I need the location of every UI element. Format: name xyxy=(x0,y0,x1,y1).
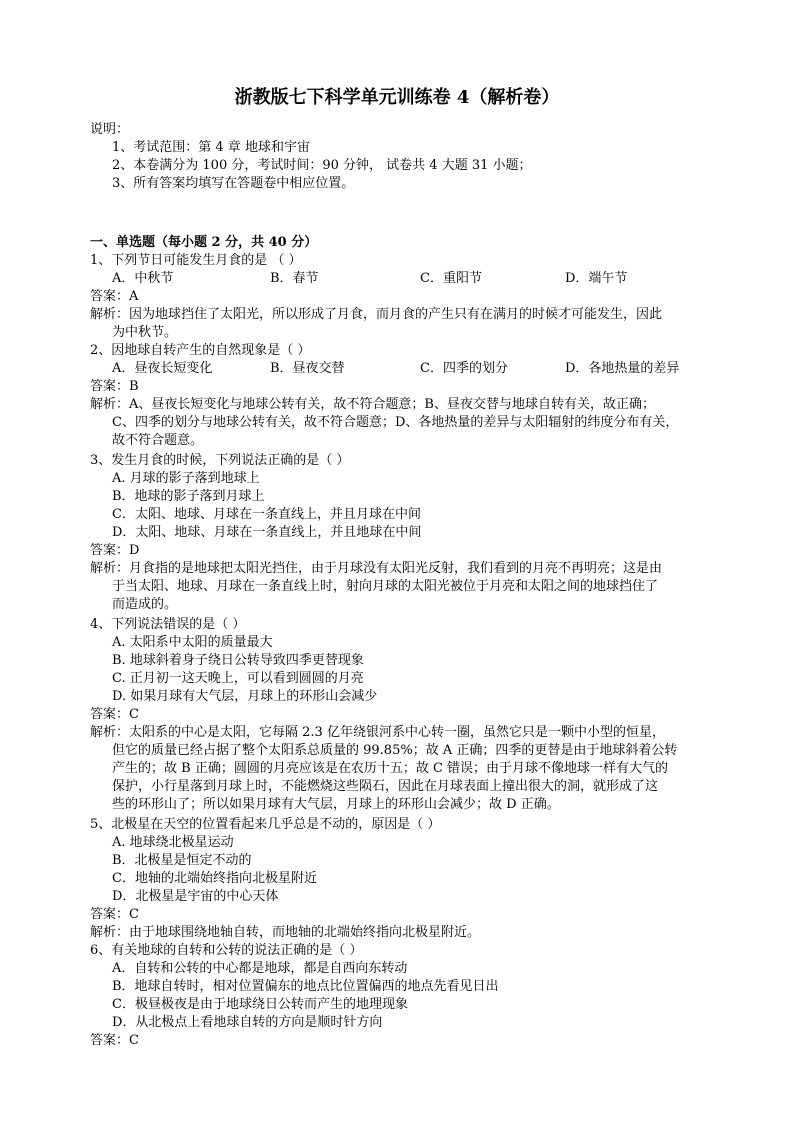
option: D. 如果月球有大气层，月球上的环形山会减少 xyxy=(112,689,378,704)
option: D．北极星是宇宙的中心天体 xyxy=(112,889,279,904)
option: C．太阳、地球、月球在一条直线上，并且月球在中间 xyxy=(112,507,421,522)
question-stem: 6、有关地球的自转和公转的说法正确的是（ ） xyxy=(90,943,363,958)
analysis-line: 故不符合题意。 xyxy=(112,433,204,448)
notes-item: 3、所有答案均填写在答题卷中相应位置。 xyxy=(112,176,355,191)
answer: 答案：B xyxy=(90,379,139,394)
option: A．昼夜长短变化 xyxy=(112,361,213,376)
analysis-line: 而造成的。 xyxy=(112,597,178,612)
option: D．太阳、地球、月球在一条直线上，并且地球在中间 xyxy=(112,525,422,540)
option: C. 正月初一这天晚上，可以看到圆圆的月亮 xyxy=(112,671,364,686)
option: C．地轴的北端始终指向北极星附近 xyxy=(112,871,317,886)
analysis-line: 解析：A、昼夜长短变化与地球公转有关，故不符合题意；B、昼夜交替与地球自转有关，故正确； xyxy=(90,397,655,412)
option: B．北极星是恒定不动的 xyxy=(112,853,252,868)
question-stem: 5、北极星在天空的位置看起来几乎总是不动的，原因是（ ） xyxy=(90,817,441,832)
question-stem: 1、下列节日可能发生月食的是 （ ） xyxy=(90,253,302,268)
option: C．重阳节 xyxy=(420,271,482,286)
option: A. 地球绕北极星运动 xyxy=(112,835,234,850)
question-stem: 2、因地球自转产生的自然现象是（ ） xyxy=(90,343,311,358)
notes-item: 1、考试范围：第 4 章 地球和宇宙 xyxy=(112,140,310,155)
analysis-line: 产生的；故 B 正确；圆圆的月亮应该是在农历十五；故 C 错误；由于月球不像地球一样有大气的 xyxy=(112,761,669,776)
question-stem: 3、发生月食的时候，下列说法正确的是（ ） xyxy=(90,453,350,468)
notes-item: 2、本卷满分为 100 分，考试时间：90 分钟， 试卷共 4 大题 31 小题； xyxy=(112,158,532,173)
option: B．地球的影子落到月球上 xyxy=(112,489,265,504)
answer: 答案：C xyxy=(90,707,139,722)
option: B．昼夜交替 xyxy=(270,361,345,376)
analysis-line: 解析：由于地球围绕地轴自转，而地轴的北端始终指向北极星附近。 xyxy=(90,925,481,940)
section-heading: 一、单选题（每小题 2 分，共 40 分） xyxy=(90,235,318,250)
answer: 答案：C xyxy=(90,1033,139,1048)
option: B. 地球斜着身子绕日公转导致四季更替现象 xyxy=(112,653,364,668)
option: A. 太阳系中太阳的质量最大 xyxy=(112,635,273,650)
analysis-line: 解析：因为地球挡住了太阳光，所以形成了月食，而月食的产生只有在满月的时候才可能发生，因此 xyxy=(90,307,663,322)
option: B．春节 xyxy=(270,271,319,286)
analysis-line: 但它的质量已经占据了整个太阳系总质量的 99.85%；故 A 正确；四季的更替是由于地球斜着公转 xyxy=(112,743,678,758)
option: A．中秋节 xyxy=(112,271,174,286)
analysis-line: 为中秋节。 xyxy=(112,325,178,340)
analysis-line: 解析：太阳系的中心是太阳，它每隔 2.3 亿年绕银河系中心转一圈，虽然它只是一颗中小型的恒星， xyxy=(90,725,665,740)
option: A. 月球的影子落到地球上 xyxy=(112,471,260,486)
option: D．从北极点上看地球自转的方向是顺时针方向 xyxy=(112,1015,383,1030)
analysis-line: 于当太阳、地球、月球在一条直线上时，射向月球的太阳光被位于月亮和太阳之间的地球挡住了 xyxy=(112,579,659,594)
notes-heading: 说明： xyxy=(90,122,130,137)
analysis-line: 保护，小行星落到月球上时，不能燃烧这些陨石，因此在月球表面上撞出很大的洞，就形成了这 xyxy=(112,779,659,794)
question-stem: 4、下列说法错误的是（ ） xyxy=(90,617,246,632)
analysis-line: C、四季的划分与地球公转有关，故不符合题意；D、各地热量的差异与太阳辐射的纬度分布有关， xyxy=(112,415,679,430)
answer: 答案：C xyxy=(90,907,139,922)
analysis-line: 些的环形山了；所以如果月球有大气层，月球上的环形山会减少；故 D 正确。 xyxy=(112,797,560,812)
option: D．端午节 xyxy=(565,271,628,286)
answer: 答案：D xyxy=(90,543,140,558)
option: B．地球自转时，相对位置偏东的地点比位置偏西的地点先看见日出 xyxy=(112,979,499,994)
option: C．四季的划分 xyxy=(420,361,508,376)
option: D．各地热量的差异 xyxy=(565,361,680,376)
page-title: 浙教版七下科学单元训练卷 4（解析卷） xyxy=(234,87,560,108)
option: C．极昼极夜是由于地球绕日公转而产生的地理现象 xyxy=(112,997,408,1012)
analysis-line: 解析：月食指的是地球把太阳光挡住，由于月球没有太阳光反射，我们看到的月亮不再明亮；这是由 xyxy=(90,561,663,576)
answer: 答案：A xyxy=(90,289,139,304)
option: A．自转和公转的中心都是地球，都是自西向东转动 xyxy=(112,961,408,976)
